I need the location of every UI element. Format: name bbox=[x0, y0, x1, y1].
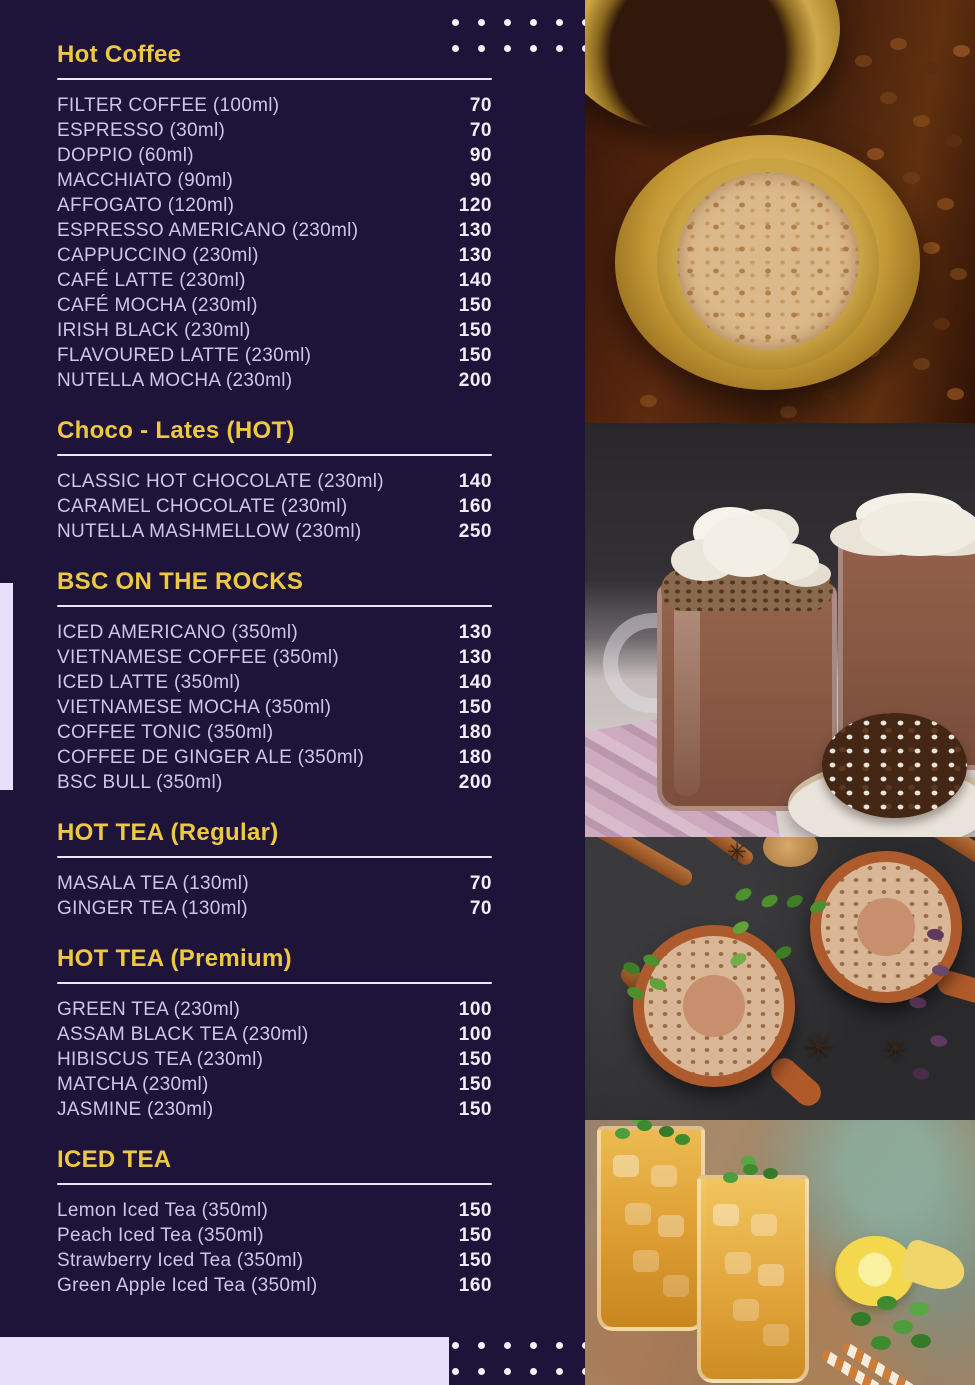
menu-section bbox=[57, 416, 492, 544]
menu-item-price: 150 bbox=[458, 1225, 492, 1246]
menu-item-name: Peach Iced Tea (350ml) bbox=[57, 1225, 264, 1246]
whipped-cream bbox=[703, 515, 789, 577]
menu-item-name: ICED LATTE (350ml) bbox=[57, 672, 241, 693]
menu-item bbox=[57, 193, 492, 218]
menu-section bbox=[57, 1145, 492, 1298]
menu-item bbox=[57, 93, 492, 118]
menu-item bbox=[57, 168, 492, 193]
menu-item bbox=[57, 720, 492, 745]
menu-item-price: 130 bbox=[458, 647, 492, 668]
menu-item bbox=[57, 118, 492, 143]
menu-item bbox=[57, 318, 492, 343]
menu-item-name: BSC BULL (350ml) bbox=[57, 772, 223, 793]
menu-item-name: DOPPIO (60ml) bbox=[57, 145, 194, 166]
menu-item-name: NUTELLA MASHMELLOW (230ml) bbox=[57, 521, 362, 542]
decor-dot bbox=[530, 45, 537, 52]
menu-item bbox=[57, 1273, 492, 1298]
menu-item-list bbox=[57, 871, 492, 921]
menu-item-name: HIBISCUS TEA (230ml) bbox=[57, 1049, 264, 1070]
menu-item-price: 70 bbox=[469, 873, 492, 894]
menu-item bbox=[57, 670, 492, 695]
decor-dot bbox=[478, 1342, 485, 1349]
menu-item-price: 160 bbox=[458, 496, 492, 517]
menu-item-name: CARAMEL CHOCOLATE (230ml) bbox=[57, 496, 348, 517]
menu-item bbox=[57, 343, 492, 368]
section-title: Hot Coffee bbox=[57, 41, 182, 68]
clay-chai-cup bbox=[633, 925, 795, 1087]
menu-item-price: 100 bbox=[458, 1024, 492, 1045]
star-anise: ✳ bbox=[727, 839, 748, 866]
menu-item-name: FILTER COFFEE (100ml) bbox=[57, 95, 280, 116]
decor-dot bbox=[504, 19, 511, 26]
menu-section bbox=[57, 818, 492, 921]
coffee-beans bbox=[585, 0, 602, 12]
menu-item-name: CLASSIC HOT CHOCOLATE (230ml) bbox=[57, 471, 384, 492]
menu-item-list bbox=[57, 997, 492, 1122]
menu-item bbox=[57, 494, 492, 519]
bottom-accent-rect bbox=[0, 1337, 449, 1385]
menu-item-list bbox=[57, 620, 492, 795]
menu-item-price: 140 bbox=[458, 672, 492, 693]
menu-item bbox=[57, 1022, 492, 1047]
menu-item-price: 100 bbox=[458, 999, 492, 1020]
menu-item bbox=[57, 469, 492, 494]
section-title: ICED TEA bbox=[57, 1146, 172, 1173]
section-divider bbox=[57, 1183, 492, 1185]
decor-dot bbox=[452, 19, 459, 26]
menu-sections bbox=[57, 40, 492, 1298]
menu-item-price: 120 bbox=[458, 195, 492, 216]
menu-item-price: 150 bbox=[458, 320, 492, 341]
menu-item-name: GREEN TEA (230ml) bbox=[57, 999, 241, 1020]
menu-item-price: 130 bbox=[458, 622, 492, 643]
menu-item bbox=[57, 243, 492, 268]
menu-item bbox=[57, 1248, 492, 1273]
decor-dot bbox=[556, 45, 563, 52]
menu-item-name: COFFEE DE GINGER ALE (350ml) bbox=[57, 747, 365, 768]
menu-item bbox=[57, 143, 492, 168]
menu-section bbox=[57, 40, 492, 393]
menu-item bbox=[57, 1097, 492, 1122]
menu-item bbox=[57, 218, 492, 243]
menu-item-price: 150 bbox=[458, 295, 492, 316]
brass-powder-bowl bbox=[585, 0, 840, 134]
photo-column bbox=[585, 0, 975, 1385]
menu-item-name: COFFEE TONIC (350ml) bbox=[57, 722, 274, 743]
dot-grid-bottom bbox=[452, 1342, 585, 1375]
menu-item-list bbox=[57, 93, 492, 393]
menu-item bbox=[57, 745, 492, 770]
glass-mug-handle bbox=[603, 613, 665, 713]
menu-item-name: CAPPUCCINO (230ml) bbox=[57, 245, 259, 266]
menu-item-name: CAFÉ LATTE (230ml) bbox=[57, 270, 246, 291]
menu-item-price: 200 bbox=[458, 772, 492, 793]
menu-item-price: 250 bbox=[458, 521, 492, 542]
menu-item-price: 160 bbox=[458, 1275, 492, 1296]
section-title: HOT TEA (Regular) bbox=[57, 819, 279, 846]
menu-item-price: 70 bbox=[469, 898, 492, 919]
menu-item-list bbox=[57, 469, 492, 544]
left-accent-bar bbox=[0, 583, 13, 790]
menu-item bbox=[57, 997, 492, 1022]
menu-item-price: 140 bbox=[458, 270, 492, 291]
menu-item bbox=[57, 1072, 492, 1097]
menu-item-price: 180 bbox=[458, 722, 492, 743]
coffee-froth bbox=[677, 172, 859, 350]
decor-dot bbox=[478, 19, 485, 26]
menu-item-price: 150 bbox=[458, 1099, 492, 1120]
menu-item bbox=[57, 645, 492, 670]
menu-item-price: 150 bbox=[458, 697, 492, 718]
section-divider bbox=[57, 454, 492, 456]
section-divider bbox=[57, 982, 492, 984]
filter-coffee-photo bbox=[585, 0, 975, 423]
menu-item-price: 150 bbox=[458, 1200, 492, 1221]
decor-dot bbox=[478, 1368, 485, 1375]
menu-item-name: Green Apple Iced Tea (350ml) bbox=[57, 1275, 318, 1296]
menu-item-name: ESPRESSO AMERICANO (230ml) bbox=[57, 220, 359, 241]
iced-tea-photo bbox=[585, 1120, 975, 1385]
menu-item-name: Strawberry Iced Tea (350ml) bbox=[57, 1250, 304, 1271]
iced-tea-glass bbox=[597, 1126, 705, 1331]
decor-dot bbox=[452, 1342, 459, 1349]
decor-dot bbox=[504, 45, 511, 52]
star-anise: ✳ bbox=[803, 1026, 834, 1067]
decor-dot bbox=[530, 1342, 537, 1349]
hot-chocolate-photo bbox=[585, 423, 975, 837]
menu-item-name: ASSAM BLACK TEA (230ml) bbox=[57, 1024, 309, 1045]
menu-item-name: MATCHA (230ml) bbox=[57, 1074, 209, 1095]
decor-dot bbox=[556, 1368, 563, 1375]
menu-item-name: Lemon Iced Tea (350ml) bbox=[57, 1200, 269, 1221]
chocolate-cookie bbox=[822, 713, 967, 818]
menu-item-name: FLAVOURED LATTE (230ml) bbox=[57, 345, 312, 366]
menu-item-price: 200 bbox=[458, 370, 492, 391]
menu-item-price: 130 bbox=[458, 245, 492, 266]
menu-item-name: CAFÉ MOCHA (230ml) bbox=[57, 295, 258, 316]
menu-item-price: 180 bbox=[458, 747, 492, 768]
menu-item-name: VIETNAMESE MOCHA (350ml) bbox=[57, 697, 332, 718]
menu-item bbox=[57, 695, 492, 720]
decor-dot bbox=[504, 1368, 511, 1375]
menu-item bbox=[57, 368, 492, 393]
section-divider bbox=[57, 78, 492, 80]
menu-item bbox=[57, 871, 492, 896]
clay-chai-cup bbox=[810, 851, 962, 1003]
decor-dot bbox=[530, 1368, 537, 1375]
menu-item-name: JASMINE (230ml) bbox=[57, 1099, 214, 1120]
menu-item-price: 150 bbox=[458, 1074, 492, 1095]
menu-section bbox=[57, 944, 492, 1122]
menu-item-list bbox=[57, 1198, 492, 1298]
menu-item bbox=[57, 1047, 492, 1072]
menu-item-name: IRISH BLACK (230ml) bbox=[57, 320, 251, 341]
section-divider bbox=[57, 856, 492, 858]
menu-item bbox=[57, 519, 492, 544]
menu-item-price: 150 bbox=[458, 1250, 492, 1271]
section-title: HOT TEA (Premium) bbox=[57, 945, 292, 972]
menu-item-price: 130 bbox=[458, 220, 492, 241]
menu-item-price: 90 bbox=[469, 145, 492, 166]
menu-item-name: ICED AMERICANO (350ml) bbox=[57, 622, 298, 643]
section-title: Choco - Lates (HOT) bbox=[57, 417, 295, 444]
menu-item bbox=[57, 770, 492, 795]
menu-item bbox=[57, 268, 492, 293]
back-whipped-cream bbox=[860, 501, 975, 556]
menu-item-name: AFFOGATO (120ml) bbox=[57, 195, 235, 216]
tulsi-leaves bbox=[733, 886, 753, 904]
menu-item-price: 90 bbox=[469, 170, 492, 191]
menu-item bbox=[57, 896, 492, 921]
cinnamon-stick bbox=[585, 837, 695, 889]
menu-item bbox=[57, 1198, 492, 1223]
menu-item-price: 150 bbox=[458, 345, 492, 366]
menu-item-name: ESPRESSO (30ml) bbox=[57, 120, 226, 141]
walnut bbox=[763, 837, 818, 867]
decor-dot bbox=[556, 19, 563, 26]
menu-item-name: MASALA TEA (130ml) bbox=[57, 873, 249, 894]
decor-dot bbox=[504, 1342, 511, 1349]
mint-sprig bbox=[743, 1164, 758, 1175]
menu-item bbox=[57, 293, 492, 318]
mint-sprig bbox=[637, 1120, 652, 1131]
section-divider bbox=[57, 605, 492, 607]
decor-dot bbox=[452, 1368, 459, 1375]
section-title: BSC ON THE ROCKS bbox=[57, 568, 304, 595]
menu-item-name: NUTELLA MOCHA (230ml) bbox=[57, 370, 293, 391]
menu-item-name: MACCHIATO (90ml) bbox=[57, 170, 234, 191]
star-anise: ✳ bbox=[883, 1033, 909, 1066]
menu-item-price: 140 bbox=[458, 471, 492, 492]
masala-chai-photo bbox=[585, 837, 975, 1120]
decor-dot bbox=[530, 19, 537, 26]
mint-leaves bbox=[877, 1296, 897, 1310]
menu-item-price: 150 bbox=[458, 1049, 492, 1070]
menu-item bbox=[57, 1223, 492, 1248]
menu-item-name: VIETNAMESE COFFEE (350ml) bbox=[57, 647, 339, 668]
decor-dot bbox=[556, 1342, 563, 1349]
menu-item-price: 70 bbox=[469, 95, 492, 116]
menu-item-name: GINGER TEA (130ml) bbox=[57, 898, 248, 919]
menu-item-price: 70 bbox=[469, 120, 492, 141]
menu-item bbox=[57, 620, 492, 645]
iced-tea-glass bbox=[697, 1175, 809, 1383]
menu-section bbox=[57, 567, 492, 795]
